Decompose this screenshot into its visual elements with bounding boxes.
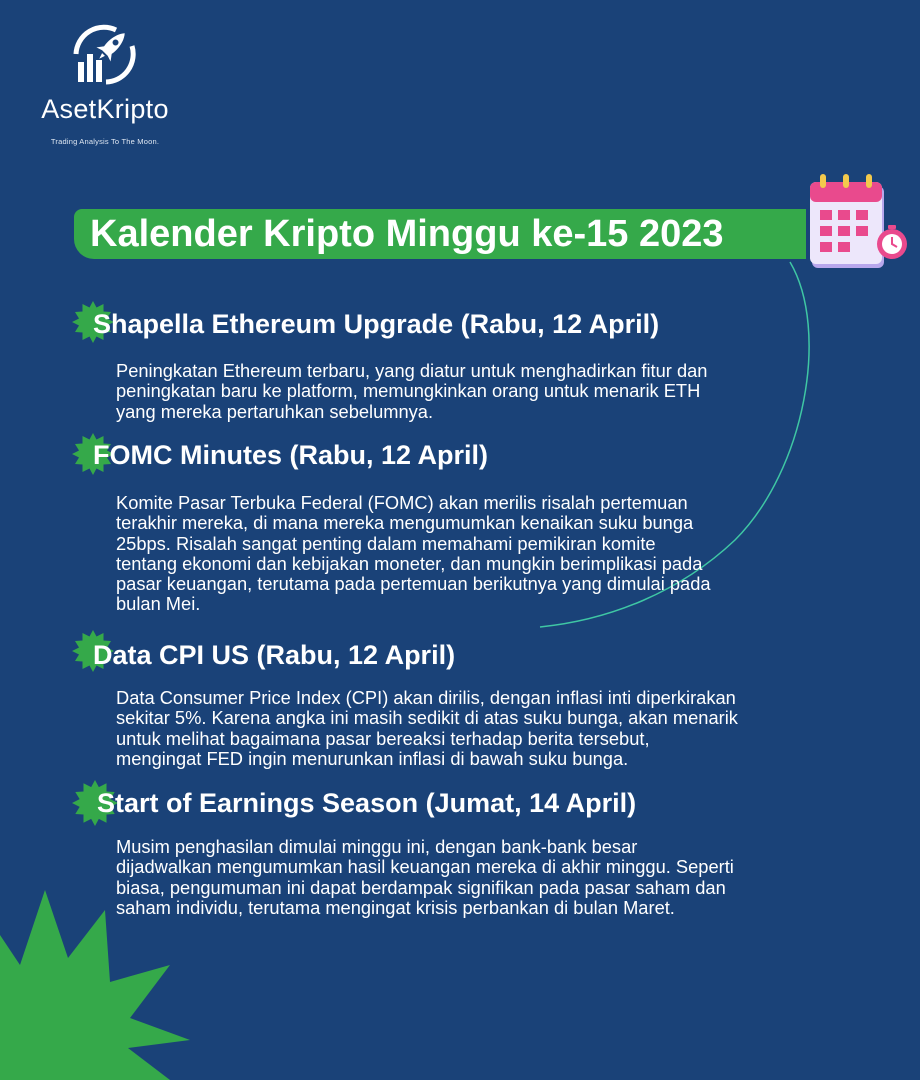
event-description xyxy=(116,361,868,422)
text-line: Data Consumer Price Index (CPI) akan dirilis, dengan inflasi inti diperkirakan xyxy=(116,687,736,708)
text-line: peningkatan baru ke platform, memungkinkan orang untuk menarik ETH xyxy=(116,380,701,402)
event-description xyxy=(116,688,868,769)
event-title: Start of Earnings Season (Jumat, 14 April) xyxy=(97,788,637,818)
text-line: yang mereka pertaruhkan sebelumnya. xyxy=(116,400,434,422)
green-corner-starburst xyxy=(0,890,200,1080)
text-line: Musim penghasilan dimulai minggu ini, dengan bank-bank besar xyxy=(116,836,638,857)
brand-tagline: Trading Analysis To The Moon. xyxy=(50,137,160,146)
text-line: sekitar 5%. Karena angka ini masih sedikit di atas suku bunga, akan menarik xyxy=(116,707,738,729)
event-title: Shapella Ethereum Upgrade (Rabu, 12 April) xyxy=(93,309,660,339)
text-line: mengingat FED ingin menurunkan inflasi di bawah suku bunga. xyxy=(116,747,629,769)
text-line: untuk melihat bagaimana pasar bereaksi terhadap berita tersebut, xyxy=(116,727,650,749)
text-line: bulan Mei. xyxy=(116,593,201,615)
text-line: Peningkatan Ethereum terbaru, yang diatur untuk menghadirkan fitur dan xyxy=(116,360,708,381)
text-line: Komite Pasar Terbuka Federal (FOMC) akan merilis risalah pertemuan xyxy=(116,492,688,513)
text-line: terakhir mereka, di mana mereka mengumumkan kenaikan suku bunga xyxy=(116,512,694,534)
event-description xyxy=(116,493,868,615)
page-title: Kalender Kripto Minggu ke-15 2023 xyxy=(90,213,724,255)
brand-name: AsetKripto xyxy=(41,94,169,124)
text-line: 25bps. Risalah sangat penting dalam memahami pemikiran komite xyxy=(116,532,656,554)
text-line: biasa, pengumuman ini dapat berdampak signifikan pada pasar saham dan xyxy=(116,876,726,898)
event-title: Data CPI US (Rabu, 12 April) xyxy=(93,640,456,670)
text-line: saham individu, terutama mengingat krisis perbankan di bulan Maret. xyxy=(116,896,675,918)
calendar-clock-icon xyxy=(806,172,912,272)
event-description xyxy=(116,837,868,918)
text-line: tentang ekonomi dan kebijakan moneter, dan mungkin berimplikasi pada xyxy=(116,552,703,574)
text-line: dijadwalkan mengumumkan hasil keuangan mereka di akhir minggu. Seperti xyxy=(116,856,734,878)
title-banner xyxy=(74,209,806,259)
text-line: pasar keuangan, terutama pada pertemuan berikutnya yang dimulai pada xyxy=(116,573,711,595)
event-title: FOMC Minutes (Rabu, 12 April) xyxy=(93,440,489,470)
